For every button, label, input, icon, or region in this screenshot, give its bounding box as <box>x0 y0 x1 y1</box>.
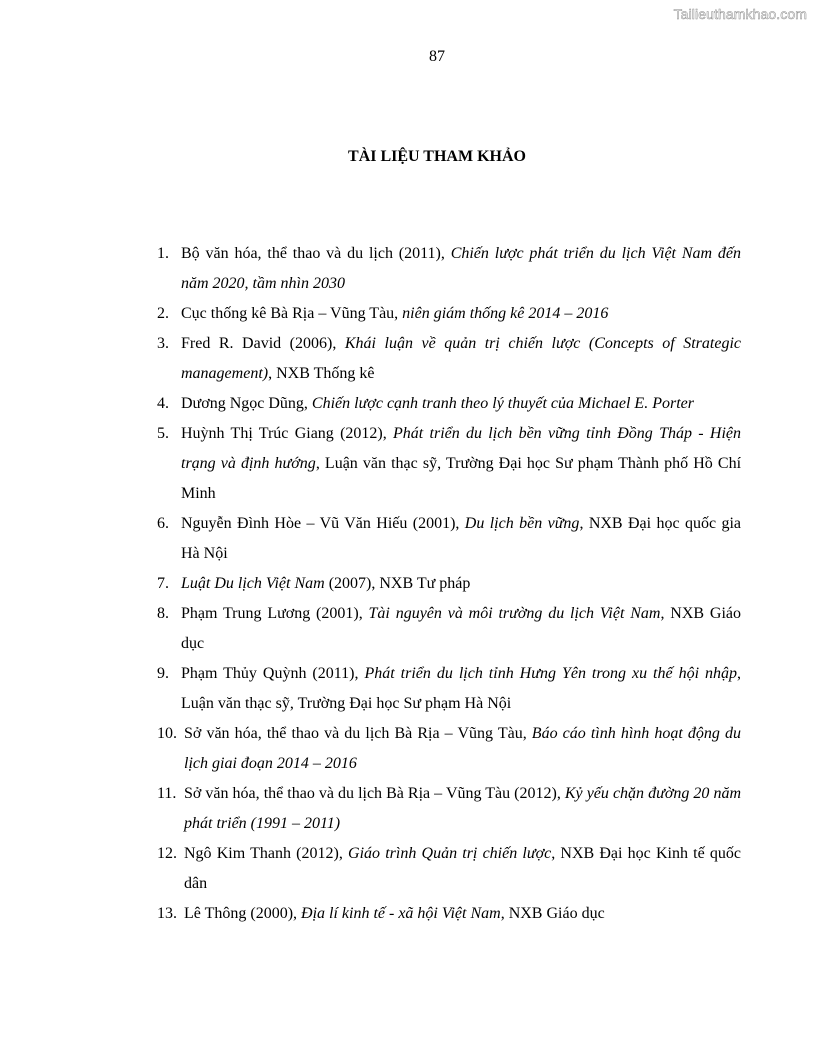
reference-number: 13. <box>157 905 177 922</box>
reference-item <box>157 839 741 899</box>
reference-item <box>157 779 741 839</box>
reference-title: Du lịch bền vững <box>464 515 580 532</box>
reference-item <box>157 719 741 779</box>
reference-text: , Luận văn thạc sỹ, Trường Đại học Sư phạm Thành phố Hồ Chí Minh <box>181 455 742 502</box>
reference-list <box>157 239 741 929</box>
reference-title: Chiến lược phát triển du lịch Việt Nam đến năm 2020, tầm nhìn 2030 <box>181 245 742 292</box>
reference-item <box>157 509 741 569</box>
reference-title: Tài nguyên và môi trường du lịch Việt Nam <box>368 605 661 622</box>
reference-number: 4. <box>157 395 169 412</box>
reference-number: 10. <box>157 725 177 742</box>
reference-number: 7. <box>157 575 169 592</box>
reference-number: 12. <box>157 845 177 862</box>
reference-item <box>157 659 741 719</box>
reference-item <box>157 299 741 329</box>
reference-text: , NXB Giáo dục <box>500 905 605 922</box>
reference-text: Nguyễn Đình Hòe – Vũ Văn Hiếu (2001), <box>181 515 465 532</box>
reference-text: , NXB Đại học Kinh tế quốc dân <box>184 845 741 892</box>
reference-item <box>157 419 741 509</box>
reference-text: Sở văn hóa, thể thao và du lịch Bà Rịa – Vũng Tàu (2012), <box>184 785 565 802</box>
reference-number: 11. <box>157 785 177 802</box>
reference-title: niên giám thống kê 2014 – 2016 <box>402 305 609 322</box>
watermark-text: Tailieuthamkhao.com <box>673 6 807 22</box>
reference-number: 3. <box>157 335 169 352</box>
page-title: TÀI LIỆU THAM KHẢO <box>348 148 526 165</box>
reference-text: Cục thống kê Bà Rịa – Vũng Tàu, <box>181 305 403 322</box>
reference-item <box>157 329 741 389</box>
reference-text: , Luận văn thạc sỹ, Trường Đại học Sư phạm Hà Nội <box>181 665 742 712</box>
reference-number: 9. <box>157 665 169 682</box>
reference-title: Luật Du lịch Việt Nam <box>181 575 325 592</box>
reference-title: Giáo trình Quản trị chiến lược <box>348 845 552 862</box>
reference-title: Kỷ yếu chặn đường 20 năm phát triển (1991 – 2011) <box>184 785 741 832</box>
reference-text: , NXB Giáo dục <box>181 605 741 652</box>
reference-text: (2007), NXB Tư pháp <box>324 575 471 592</box>
reference-number: 8. <box>157 605 169 622</box>
reference-item <box>157 389 741 419</box>
reference-title: Báo cáo tình hình hoạt động du lịch giai đoạn 2014 – 2016 <box>184 725 742 772</box>
reference-text: Lê Thông (2000), <box>184 905 302 922</box>
reference-item <box>157 239 741 299</box>
reference-text: Bộ văn hóa, thể thao và du lịch (2011), <box>181 245 451 262</box>
reference-title: Khái luận về quản trị chiến lược (Concepts of Strategic management) <box>181 335 741 382</box>
reference-number: 5. <box>157 425 169 442</box>
reference-text: Phạm Trung Lương (2001), <box>181 605 369 622</box>
reference-number: 1. <box>157 245 169 262</box>
reference-title: Phát triển du lịch bền vững tỉnh Đồng Tháp - Hiện trạng và định hướng <box>181 425 741 472</box>
reference-item <box>157 569 741 599</box>
reference-text: Fred R. David (2006), <box>181 335 345 352</box>
reference-text: Dương Ngọc Dũng, <box>181 395 312 412</box>
reference-item <box>157 899 741 929</box>
reference-text: , NXB Đại học quốc gia Hà Nội <box>181 515 741 562</box>
reference-number: 2. <box>157 305 169 322</box>
reference-text: Huỳnh Thị Trúc Giang (2012), <box>181 425 394 442</box>
reference-title: Chiến lược cạnh tranh theo lý thuyết của Michael E. Porter <box>311 395 694 412</box>
reference-title: Phát triển du lịch tỉnh Hưng Yên trong xu thế hội nhập <box>364 665 738 682</box>
reference-title: Địa lí kinh tế - xã hội Việt Nam <box>301 905 501 922</box>
reference-text: Phạm Thủy Quỳnh (2011), <box>181 665 365 682</box>
reference-number: 6. <box>157 515 169 532</box>
reference-text: Sở văn hóa, thể thao và du lịch Bà Rịa – Vũng Tàu, <box>184 725 532 742</box>
reference-text: Ngô Kim Thanh (2012), <box>184 845 349 862</box>
reference-text: , NXB Thống kê <box>268 365 375 382</box>
reference-item <box>157 599 741 659</box>
page-number: 87 <box>429 48 445 65</box>
